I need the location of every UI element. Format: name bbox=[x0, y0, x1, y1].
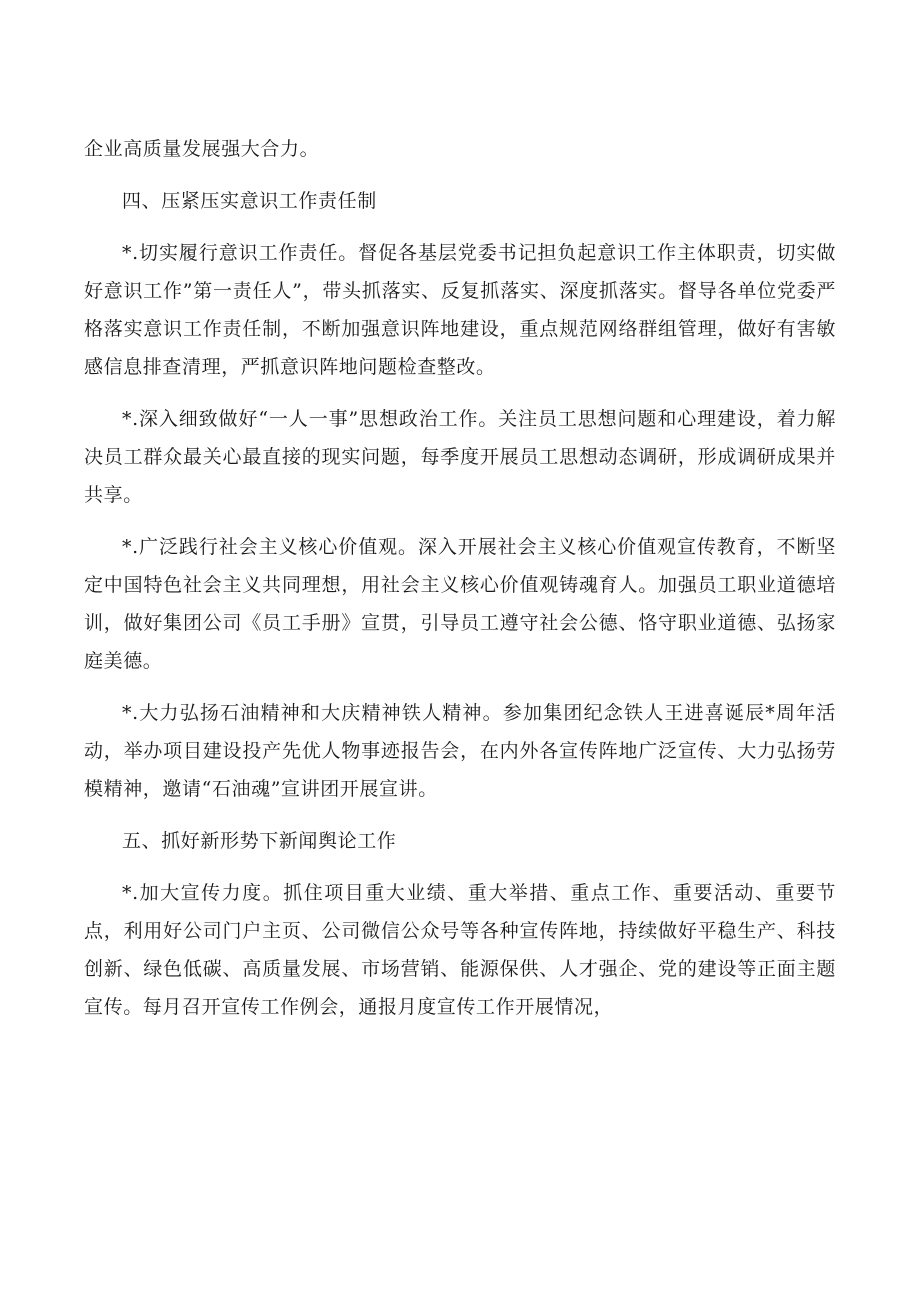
paragraph-item: *.广泛践行社会主义核心价值观。深入开展社会主义核心价值观宣传教育，不断坚定中国特色社会主义共同理想，用社会主义核心价值观铸魂育人。加强员工职业道德培训，做好集团公司《员工手册》宣贯，引导员工遵守社会公德、恪守职业道德、弘扬家庭美德。 bbox=[84, 536, 836, 672]
section-heading-4: 四、压紧压实意识工作责任制 bbox=[122, 190, 377, 212]
paragraph-item: *.深入细致做好“一人一事”思想政治工作。关注员工思想问题和心理建设，着力解决员工群众最关心最直接的现实问题，每季度开展员工思想动态调研，形成调研成果并共享。 bbox=[84, 408, 836, 506]
section-heading-5: 五、抓好新形势下新闻舆论工作 bbox=[122, 830, 397, 852]
document-body bbox=[84, 130, 836, 1040]
paragraph-item: *.大力弘扬石油精神和大庆精神铁人精神。参加集团纪念铁人王进喜诞辰*周年活动，举办项目建设投产先优人物事迹报告会，在内外各宣传阵地广泛宣传、大力弘扬劳模精神，邀请“石油魂”宣讲团开展宣讲。 bbox=[84, 702, 836, 800]
paragraph-continuation: 企业高质量发展强大合力。 bbox=[84, 138, 320, 160]
paragraph-item: *.切实履行意识工作责任。督促各基层党委书记担负起意识工作主体职责，切实做好意识工作”第一责任人”，带头抓落实、反复抓落实、深度抓落实。督导各单位党委严格落实意识工作责任制，不断加强意识阵地建设，重点规范网络群组管理，做好有害敏感信息排查清理，严抓意识阵地问题检查整改。 bbox=[84, 242, 836, 378]
paragraph-item: *.加大宣传力度。抓住项目重大业绩、重大举措、重点工作、重要活动、重要节点，利用好公司门户主页、公司微信公众号等各种宣传阵地，持续做好平稳生产、科技创新、绿色低碳、高质量发展、市场营销、能源保供、人才强企、党的建设等正面主题宣传。每月召开宣传工作例会，通报月度宣传工作开展情况， bbox=[84, 882, 836, 1018]
